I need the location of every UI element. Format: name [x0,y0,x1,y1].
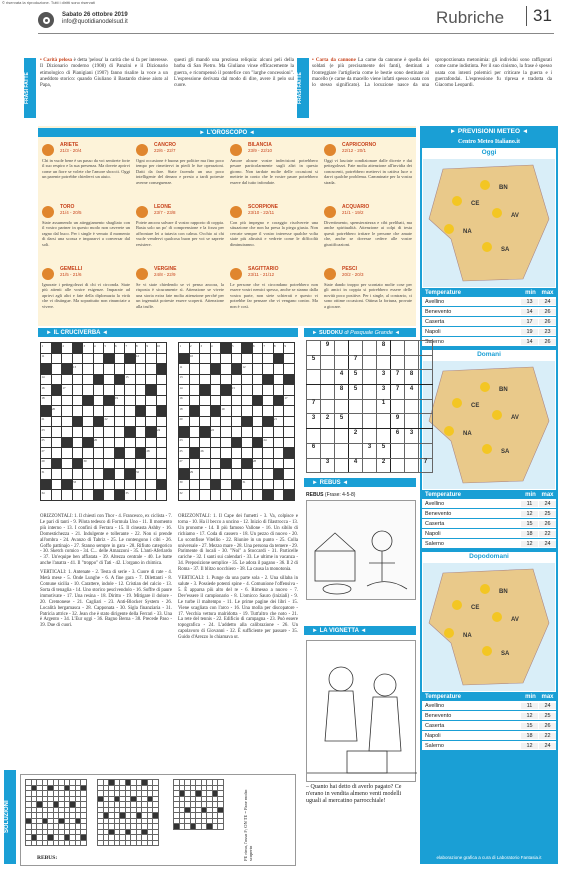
zodiac-ariete-icon [42,144,54,156]
sudoku-cell[interactable] [349,443,363,458]
page-number: 31 [526,6,552,26]
sign-text: Se vi state chiedendo se vi penso ancora, la risposta è sicuramente sì. Attenzione se vivete una storia extra fate molta attenzione perché per un ingenuità potreste essere scoperti. Attenzione alla truffe. [136,282,224,309]
sudoku-cell[interactable]: 2 [321,414,335,429]
temperature-row: Benevento 14 26 [422,307,556,317]
meteo-panel-1 [422,350,556,549]
frasi-fatte-tag-left: FRASI FATTE [24,58,36,118]
sudoku-cell[interactable] [335,443,349,458]
sudoku-cell[interactable] [363,414,377,429]
zodiac-capricorno-icon [324,144,336,156]
sudoku-cell[interactable] [321,370,335,385]
sudoku-cell[interactable]: 6 [391,429,405,444]
sudoku-cell[interactable] [391,355,405,370]
sign-text: Ogni occasione è buona per politire ma fino poco tempo per rimettervi in piedi le fue operazioni. Datti da fare. State facendo un uso poco intelligente del denaro e presto a tardi potreste averne conseguenze. [136,158,224,185]
meteo-day-title: Domani [422,350,556,360]
campania-map [422,562,556,692]
weather-map-icon [423,361,555,489]
sign-text: State dando troppo per scontato molte cose per gli amici in coppia si potrebbero essere delle novità poco positive. Per i single, al contrario, ci sono ottime occasioni. Ottima la fortuna, provate a giocare. [324,282,412,309]
svg-text:BN: BN [499,589,508,595]
frasi-left-text: è detta 'pelosa' la carità che si fa per interesse. Il Dizionario moderno (1908) di Panzini e il Dizionario etimologico di Pianigiani (1907) fanno risalire la voce a un aneddoto storico: quando Giuliano il Bastardo chiese aiuto al Papa, [40,58,168,89]
sudoku-cell[interactable]: 2 [349,429,363,444]
weather-map-icon [423,159,555,287]
sign-dates: 21/4 - 20/5 [60,210,82,215]
temperature-row: Avellino 11 24 [422,701,556,711]
meteo-brand-text: Centro Meteo Italiano.it [457,139,521,145]
sudoku-cell[interactable] [405,443,419,458]
sign-dates: 23/10 - 22/11 [248,210,275,215]
frasi-left-title: • Carità pelosa [40,58,73,63]
sudoku-cell[interactable] [419,355,433,370]
zodiac-leone-icon [136,206,148,218]
sudoku-cell[interactable] [405,458,419,473]
temperature-row: Benevento 12 25 [422,711,556,721]
rebus-drawing-icon [307,501,417,601]
vignetta-caption: – Quanto hai detto di averlo pagato? Ce n'erano in vendita almeno venti modelli uguali al mercatino parrocchiale! [306,784,402,804]
sign-dates: 21/5 - 21/6 [60,272,82,277]
sudoku-cell[interactable]: 4 [349,458,363,473]
sudoku-cell[interactable] [307,385,321,400]
svg-text:AV: AV [511,213,519,219]
zodiac-acquario-icon [324,206,336,218]
meteo-forecasts [420,148,558,751]
sudoku-cell[interactable]: 7 [349,355,363,370]
meteo-brand [420,139,558,145]
svg-text:NA: NA [463,431,472,437]
sign-name: SCORPIONE [248,204,279,210]
temperature-header: Temperature min max [422,692,556,701]
rebus-illustration [306,500,416,600]
meteo-day-title: Oggi [422,148,556,158]
sudoku-cell[interactable]: 6 [307,443,321,458]
temperature-row: Salerno 12 24 [422,539,556,549]
campania-map [422,360,556,490]
zodiac-cancro-icon [136,144,148,156]
meteo-credit: elaborazione grafica a cura di Laboratorio Fantasia.it [436,855,542,860]
svg-text:CE: CE [471,403,480,409]
sudoku-cell[interactable] [321,355,335,370]
sudoku-cell[interactable]: 5 [307,355,321,370]
zodiac-sagittario-icon [230,268,242,280]
header-date: Sabato 26 ottobre 2019 [62,12,128,18]
sign-name: ACQUARIO [342,204,370,210]
sudoku-cell[interactable] [349,399,363,414]
sign-name: SAGITTARIO [248,266,279,272]
cruciverba-title: ► IL CRUCIVERBA ◄ [38,328,298,337]
svg-text:NA: NA [463,633,472,639]
sudoku-cell[interactable]: 8 [335,385,349,400]
zodiac-toro-icon [42,206,54,218]
meteo-title: ► PREVISIONI METEO ◄ [449,128,529,135]
sudoku-cell[interactable] [349,341,363,356]
meteo-panel [420,126,558,864]
sudoku-cell[interactable]: 7 [391,370,405,385]
sudoku-cell[interactable] [307,458,321,473]
sign-text: Oggi vi lasciate condizionare dalle dicerie e dai pettegolezzi. Fate molta attenzione all'invidia dei conoscenti, potrebbero mettervi in cattiva luce o darvi qualche problema. Camminate per la vostra strada. [324,158,412,185]
svg-text:BN: BN [499,185,508,191]
sign-text: Amore alcune vostre indecisioni potrebbero pesare particolarmente sugli altri in questo giorno. Non tardate molte delle occasioni si mettete in conto che le vostre paure potrebbero essere dal tutto infondate. [230,158,318,185]
temperature-header: Temperature min max [422,288,556,297]
sign-name: CAPRICORNO [342,142,377,148]
sudoku-cell[interactable] [307,341,321,356]
frasi-mid-text: questi gli mandò una preziosa reliquia: alcuni peli della barba di San Pietro. Ma Giuliano vinse efficacemente la guerra, e ricompensò il pontefice con "larghe concessioni". L'espressione derivata dal modo di dire, avere il pelo sul cuore. [174,58,294,89]
soluzioni-tag: SOLUZIONI [4,770,16,864]
header-date-block [62,12,128,26]
sudoku-cell[interactable]: 9 [391,414,405,429]
sudoku-cell[interactable] [405,355,419,370]
sudoku-cell[interactable]: 3 [363,443,377,458]
sudoku-cell[interactable] [419,443,433,458]
sign-name: CANCRO [154,142,176,148]
sudoku-cell[interactable] [349,414,363,429]
temperature-row: Caserta 15 26 [422,519,556,529]
sudoku-cell[interactable]: 8 [377,341,391,356]
sudoku-cell[interactable] [363,370,377,385]
cartoon-drawing-icon [307,641,417,783]
svg-text:CE: CE [471,605,480,611]
sudoku-cell[interactable] [405,414,419,429]
sudoku-cell[interactable] [321,429,335,444]
meteo-panel-2 [422,552,556,751]
sudoku-cell[interactable]: 3 [321,458,335,473]
crossword-grid-2: 1 2 3 4 5 6 7 8 9 10 11 12 13 14 15 16 17 18 19 20 21 22 23 24 25 26 27 28 29 30 31 32 [178,342,295,501]
sudoku-cell[interactable] [419,341,433,356]
sudoku-cell[interactable]: 4 [335,370,349,385]
temperature-row: Caserta 15 26 [422,721,556,731]
rebus-title: ► REBUS ◄ [304,478,416,487]
svg-text:BN: BN [499,387,508,393]
sudoku-cell[interactable]: 9 [321,341,335,356]
sudoku-cell[interactable]: 8 [405,370,419,385]
temperature-row: Avellino 13 24 [422,297,556,307]
sudoku-cell[interactable] [363,341,377,356]
solution-rebus-text: PE rimo, l'osso F; ON TE = Pane molto scoperto [243,789,253,861]
sudoku-cell[interactable]: 7 [419,458,433,473]
sudoku-cell[interactable] [363,458,377,473]
sign-dates: 23/7 - 23/8 [154,210,176,215]
copyright-notice: © riservata la riproduzione. Tutti i diritti sono riservati [2,0,95,5]
temperature-row: Napoli 19 23 [422,327,556,337]
zodiac-vergine-icon [136,268,148,280]
sudoku-cell[interactable] [391,458,405,473]
sudoku-cell[interactable] [405,399,419,414]
sudoku-cell[interactable] [335,341,349,356]
sudoku-cell[interactable] [419,399,433,414]
frasi-fatte-tag-right: FRASI FATTE [297,58,309,118]
sudoku-cell[interactable] [391,399,405,414]
cw2-clues [178,514,298,641]
newspaper-logo-icon [38,12,54,28]
sign-name: VERGINE [154,266,177,272]
frasi-right-col [312,58,552,120]
temperature-header: Temperature min max [422,490,556,499]
sign-text: Divertimento, spensieratezza e cibi prelibati, ma anche spiritualità. Attenzione ai colpi di testa questi potrebbero irritare le persone che amate che, anche se dovesse cedere alle vostre giustificazioni. [324,220,412,247]
solution-sudoku [173,779,224,830]
sudoku-cell[interactable] [321,399,335,414]
sudoku-cell[interactable] [377,414,391,429]
sign-text: Con più impegno e coraggio risolverete una situazione che non ha presa la piega giusta. Non cercate sempre il vostro interesse qualche volta siate più altruisti e vedrete come le difficoltà diminuiranno. [230,220,318,247]
svg-text:SA: SA [501,247,510,253]
sudoku-cell[interactable] [335,429,349,444]
sudoku-cell[interactable] [405,341,419,356]
sign-name: PESCI [342,266,358,272]
sudoku-author: di Pasquale Grande ◄ [344,329,400,336]
sign-name: ARIETE [60,142,79,148]
sudoku-cell[interactable] [363,355,377,370]
sign-text: Ignorate i pettegolezzi di chi vi circonda. State più attenti alle vostre esigenze. Imparate ad aprirvi agli altri e fate della diplomazia la virtù che vi distingue. Ma soprattutto non rinunciate a vivere. [42,282,130,309]
header-divider [38,33,554,34]
solution-crossword-2 [97,779,159,846]
sudoku-cell[interactable]: 5 [377,443,391,458]
sign-dates: 21/3 - 20/4 [60,148,82,153]
sudoku-cell[interactable]: 5 [335,414,349,429]
svg-text:SA: SA [501,449,510,455]
cw2-orizzontali: ORIZZONTALI: 1. Il Cape dei fumetti - 3. Va, colpisce e torna - 10. Ha il becco a uncino - 12. Inizio di filastrocca - 13. Un pronome - 14. Il più famoso Vallone - 16. Un sibilo di richiamo - 17. Coda di cassero - 18. Un pezzo di nuovo - 20. Lo scomfisse Vitellio - 22. Riunire in un punto - 25. Colla universale - 27. Mezzo mare - 28. Una persona da temere - 29. Parimente di locali - 30. "Noi" a Stoccardi - 31. Particelle cariche - 32. I santi sui calendari - 33. Le ultime in vacanza - 34. Preposizione semplice - 35. Le adora il pagano - 36. Il 2 di Roma - 37. Il blitzo nocchiero - 38. La causa la monotonia. [178,514,299,573]
sudoku-cell[interactable] [419,370,433,385]
sudoku-cell[interactable]: 5 [349,370,363,385]
svg-text:CE: CE [471,201,480,207]
sudoku-cell[interactable] [307,429,321,444]
sign-text: State assumendo un atteggiamento sbagliato con il vostro partner in questo modo non caverete un ragno dal buco. Per i single è venuto il momento di darsi una scossa e impararvi a conversar dal soli. [42,220,130,247]
svg-text:AV: AV [511,617,519,623]
sudoku-cell[interactable] [363,385,377,400]
sign-dates: 21/1 - 19/2 [342,210,364,215]
frasi-left-col [40,58,168,89]
sudoku-cell[interactable] [307,370,321,385]
temperature-row: Benevento 12 25 [422,509,556,519]
sudoku-cell[interactable]: 3 [405,429,419,444]
sign-dates: 24/8 - 22/9 [154,272,176,277]
vignetta-title: ► LA VIGNETTA ◄ [304,626,416,635]
sudoku-cell[interactable] [321,385,335,400]
sudoku-cell[interactable] [363,429,377,444]
sudoku-cell[interactable] [419,385,433,400]
cw1-clues [40,514,172,629]
oroscopo-title: ► L'OROSCOPO ◄ [38,128,416,137]
sudoku-cell[interactable] [419,429,433,444]
sign-dates: 20/2 - 20/3 [342,272,364,277]
sudoku-cell[interactable] [391,341,405,356]
crossword-grid-1: 1 2 3 4 5 6 7 8 9 10 11 12 13 14 15 16 17 18 19 20 21 22 23 24 25 26 27 28 29 30 31 32 33 34 35 [40,342,167,501]
cw1-orizzontali: ORIZZONTALI: 1. Il chiesti con Thor - 4. Francesco, ex ciclista - 7. Le pari di tanti - 9. Pilota tedesco di Formula Uno - 11. Il momento più interno - 13. I confini di Ferrara - 15. Il cineasta Ashby - 16. Domestichezza - 21. Indulgente e tollerante - 22. Non si prende all'ombra - 24. Avanzo di Tabriz - 25. Le contengono i cibi - 26. Goffo pattinajo - 27. Stanno sempre in gara - 28. Rifiuto categorico - 30. Sketch comico - 34. C... delle Amazzoni - 35. L'anti-Aferlardo - 37. Un'equipe ben affiatata - 39. Altezza centrale - 40. Le batte anche l'anatra - 41. Il "troppo" di Tati - 42. L'organo in chimica. [40,514,172,567]
sudoku-cell[interactable]: 3 [377,370,391,385]
temperature-row: Napoli 18 22 [422,731,556,741]
meteo-panel-0 [422,148,556,347]
sign-name: LEONE [154,204,172,210]
sign-dates: 22/6 - 22/7 [154,148,176,153]
sign-text: Chi in vuole bene è un passo da voi sentirete forte il suo respiro e la sua presenza. Ma dovete aprirvi come un fiore se volete che l'amore sboccii. Oggi un parente potrebbe chiedervi un aiuto. [42,158,130,180]
sudoku-cell[interactable] [363,399,377,414]
zodiac-bilancia-icon [230,144,242,156]
temperature-row: Salerno 12 24 [422,741,556,751]
sudoku-grid [306,340,433,473]
rebus-label: REBUS [306,492,324,498]
sudoku-cell[interactable] [419,414,433,429]
sudoku-cell[interactable]: 2 [377,458,391,473]
sign-text: Potete ancora salvare il vostro rapporto di coppia. Basta solo un po' di comprensione e la forza per affrontare lei a tutavia con calma. Occhio ai chi vuole vendervi qualcosa buon per voi se saprete resistere. [136,220,224,247]
frasi-right-text: La carne da cannone è quella dei soldati (e più precisamente dei fanti), destinati a fronteggiare l'artiglieria come le bestie sono destinate al macello (e carne da macello viene infatti spesso usata con lo stesso significato). La locuzione nasce da una sproporzionata metonimia: gli individui sono raffigurati come carne indistinta. Per il suo cinismo, la frase è spesso usata con intenti polemici per criticare la guerra e i guerrafondai. L'espressione fu ripresa e tradotta da Giacomo Leopardi. [312,58,552,89]
section-title: Rubriche [436,8,505,27]
sudoku-cell[interactable] [335,355,349,370]
sudoku-title-text: ► SUDOKU [312,329,343,336]
svg-text:NA: NA [463,229,472,235]
rebus-frase: (Frase: 4-5-8) [324,492,356,498]
temperature-row: Caserta 17 26 [422,317,556,327]
sign-text: Le persone che vi circondano potrebbero non essere vostri nemici spesso, anche se stanno dalla vostra parte, non siete schierati e questo vi potrebbe far pensare che vi vengano contro. Ma non è così. [230,282,318,309]
temperature-row: Napoli 18 22 [422,529,556,539]
sudoku-cell[interactable] [321,443,335,458]
sudoku-cell[interactable] [377,429,391,444]
sign-dates: 23/11 - 21/12 [248,272,275,277]
solution-rebus-label: REBUS: [37,855,58,861]
sudoku-title [304,328,416,337]
rebus-header [306,492,355,498]
temperature-table [422,692,556,751]
sudoku-cell[interactable] [335,458,349,473]
sign-name: GEMELLI [60,266,83,272]
cw1-verticali: VERTICALI: 1. Antenate - 2. Testa di serie - 3. Cuore di rate - 4. Metà mese - 5. Onde Lunghe - 6. A fine gara - 7. Dilettanti - 8. Comune sicilia - 10. Carattere, indole - 12. Cristian del calcio - 13. Sorta di tenaglia - 14. Uno storico pescivendolo - 16. Soffre di paure immotivate - 17. Una resina - 18. Diritto - 19. Mitigare il dolore - 20. Cremonese - 21. Cagliari - 23. Anti-Blocker System - 26. Località bergamasca - 28. Capponata - 30. Sigla finanziaria - 31. Patricia attrice - 32. Jean che è stato dirigente della Ferrari - 33. Una è Argento - 34. L'Eur oggi - 36. Bagno Berna - 38. Precede Paso - 39. Due di cuori. [40,570,172,629]
sudoku-cell[interactable]: 7 [391,385,405,400]
cw2-verticali: VERTICALI: 1. Punge da una parte sola - 2. Una sillaba in salute - 3. Possiede potenti spine - 4. Comunione l'offensiva - 5. È apparsa più alto del re - 6. Rimesso a nuovo - 7. Dev'essere il campionario - 8. L'omicco Sauro (iniziali) - 9. Le turbe il maltempo - 11. Le prime pagine dei libri - 15. Viene scagliata con l'arco - 16. Una molla per discopatore - 17. Vecchia vettura malridotta - 19. Tutt'altro che noto - 21. La rete del tennis - 22. Edificio di campagna - 23. Può essere topografica - 24. L'addetto alla calibrazione - 26. Un capolavoro di Giovanni - 32. È sufficiente per passare - 35. Guido d'Arezzo lo chiamava ut. [178,576,298,641]
sudoku-cell[interactable] [377,355,391,370]
temperature-row: Salerno 14 26 [422,337,556,347]
sudoku-cell[interactable]: 3 [377,385,391,400]
svg-text:SA: SA [501,651,510,657]
sign-name: TORO [60,204,75,210]
svg-text:AV: AV [511,415,519,421]
campania-map [422,158,556,288]
zodiac-gemelli-icon [42,268,54,280]
meteo-day-title: Dopodomani [422,552,556,562]
temperature-table [422,288,556,347]
temperature-row: Avellino 11 24 [422,499,556,509]
sudoku-cell[interactable]: 7 [307,399,321,414]
sudoku-cell[interactable]: 3 [307,414,321,429]
sign-dates: 23/9 - 22/10 [248,148,273,153]
sudoku-cell[interactable]: 5 [349,385,363,400]
vignetta-cartoon [306,640,416,782]
sudoku-cell[interactable] [391,443,405,458]
zodiac-pesci-icon [324,268,336,280]
weather-map-icon [423,563,555,691]
frasi-right-title: • Carta da cannone [312,58,356,63]
zodiac-scorpione-icon [230,206,242,218]
solution-crossword-1 [25,779,87,846]
temperature-table [422,490,556,549]
sudoku-cell[interactable]: 1 [377,399,391,414]
header-email[interactable]: info@quotidianodelsud.it [62,19,128,25]
sign-dates: 22/12 - 20/1 [342,148,367,153]
sudoku-cell[interactable]: 4 [405,385,419,400]
soluzioni-box [20,774,296,866]
sign-name: BILANCIA [248,142,272,148]
sudoku-cell[interactable] [335,399,349,414]
